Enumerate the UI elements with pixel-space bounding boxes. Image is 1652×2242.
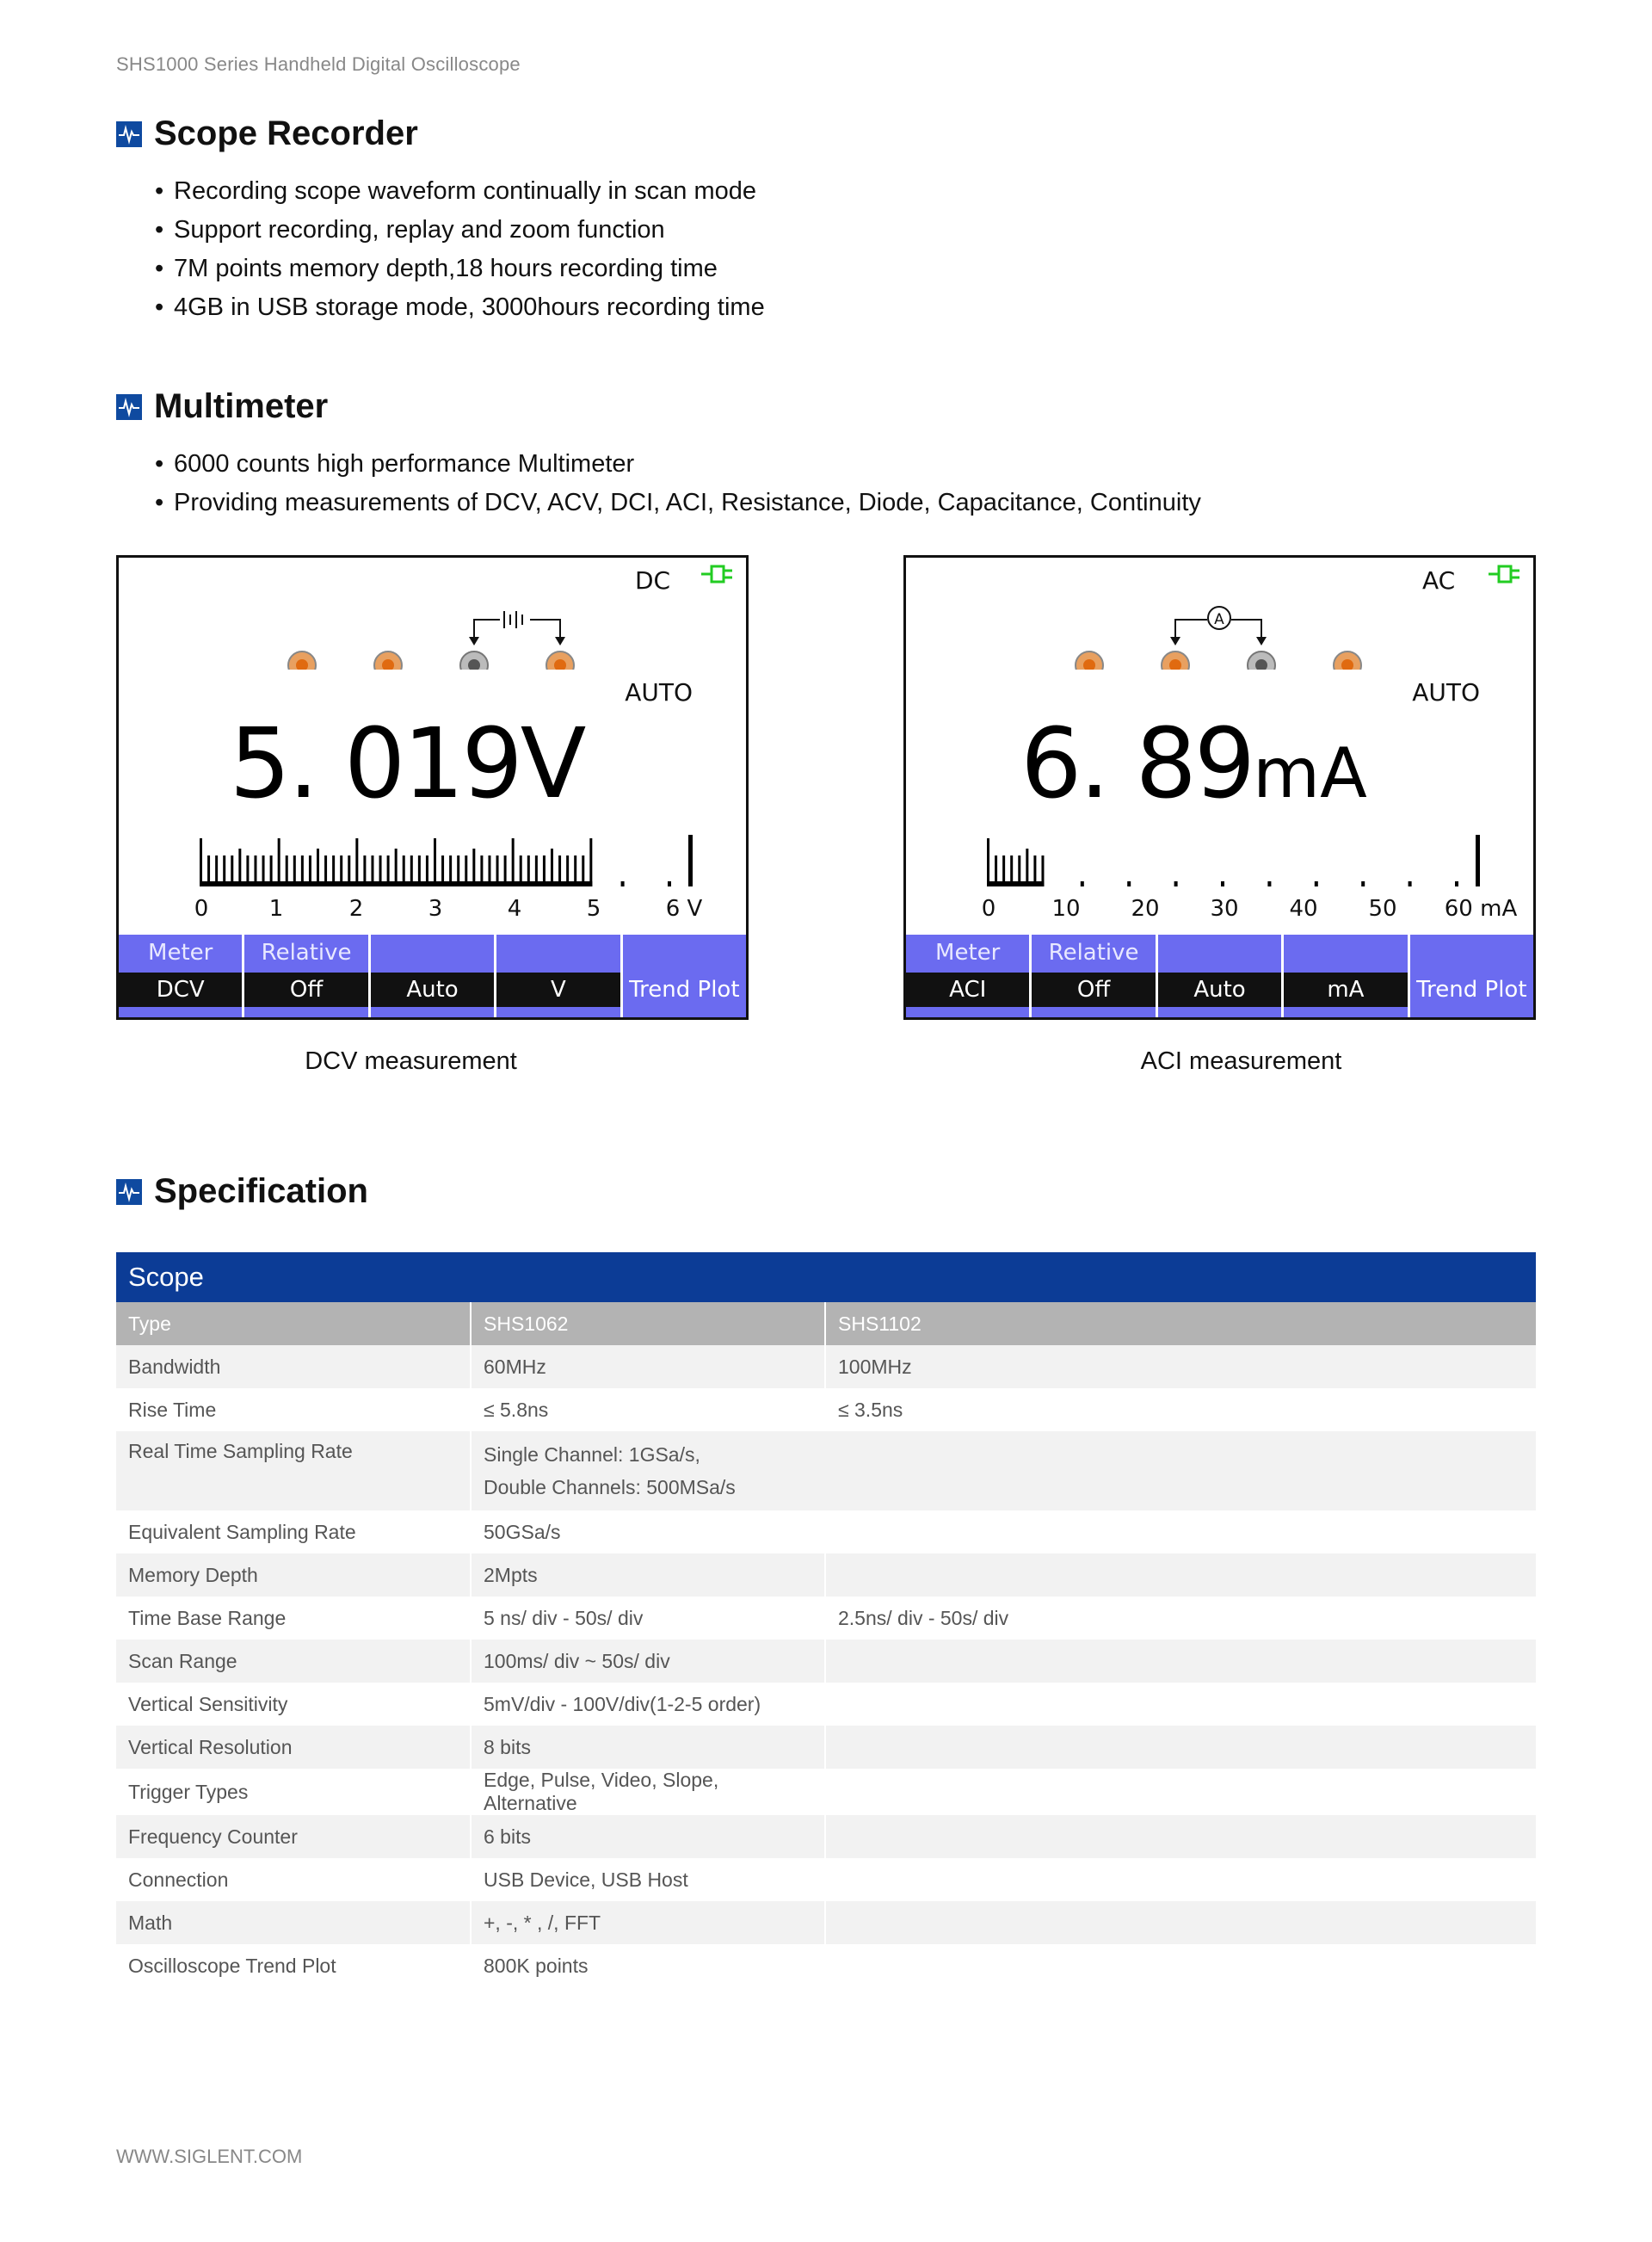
table-row xyxy=(116,1597,1536,1640)
softkey-unit[interactable] xyxy=(1284,935,1409,1017)
spec-table-title-row xyxy=(116,1252,1536,1302)
bar-dot xyxy=(668,881,671,886)
table-cell: Scan Range xyxy=(116,1640,471,1683)
table-cell: Edge, Pulse, Video, Slope, Alternative xyxy=(471,1769,825,1815)
softkey-unit[interactable] xyxy=(496,935,622,1017)
table-cell: USB Device, USB Host xyxy=(471,1858,825,1901)
list-item: • Support recording, replay and zoom function xyxy=(155,211,765,250)
softkey-value: ACI xyxy=(906,973,1029,1007)
bar-segment xyxy=(472,849,475,886)
table-row xyxy=(116,1726,1536,1769)
table-cell: 100ms/ div ~ 50s/ div xyxy=(471,1640,825,1683)
bar-graph-scale xyxy=(906,825,1536,893)
tick-label: 20 xyxy=(1131,896,1160,922)
terminal-icon xyxy=(288,652,316,670)
scale-tick-labels xyxy=(906,896,1533,925)
softkey-value: Auto xyxy=(1158,973,1281,1007)
table-cell: Connection xyxy=(116,1858,471,1901)
softkey-label: Meter xyxy=(935,940,1001,966)
page-header: SHS1000 Series Handheld Digital Oscilloscope xyxy=(116,53,521,75)
table-cell: Equivalent Sampling Rate xyxy=(116,1510,471,1553)
terminal-icon xyxy=(546,652,574,670)
table-cell xyxy=(825,1683,1536,1726)
terminal-icon xyxy=(1334,652,1361,670)
dcv-meter-screen xyxy=(116,555,749,1020)
bar-segment xyxy=(987,838,989,886)
table-cell: Time Base Range xyxy=(116,1597,471,1640)
list-item: • Recording scope waveform continually in scan mode xyxy=(155,172,765,211)
probe-connection-diagram xyxy=(906,584,1536,670)
meter-reading-unit: mA xyxy=(1253,733,1367,813)
terminal-icon xyxy=(460,652,488,670)
softkey-value: V xyxy=(496,973,620,1007)
bar-dot xyxy=(1361,881,1365,886)
table-cell: 6 bits xyxy=(471,1815,825,1858)
softkey-value: DCV xyxy=(119,973,242,1007)
table-cell: Vertical Sensitivity xyxy=(116,1683,471,1726)
table-cell xyxy=(825,1944,1536,1987)
softkey-value: Off xyxy=(244,973,367,1007)
scale-tick-labels xyxy=(119,896,746,925)
tick-label: 3 xyxy=(428,896,443,922)
bar-base xyxy=(987,881,1044,886)
table-cell xyxy=(825,1640,1536,1683)
table-row xyxy=(116,1769,1536,1815)
table-cell xyxy=(825,1815,1536,1858)
section-title-multimeter xyxy=(116,387,328,426)
multimeter-bullets xyxy=(155,445,1201,522)
table-row xyxy=(116,1901,1536,1944)
table-row xyxy=(116,1431,1536,1510)
bar-segment xyxy=(1026,849,1028,886)
bar-dot xyxy=(1267,881,1271,886)
bar-segment xyxy=(238,849,241,886)
bar-base xyxy=(200,881,592,886)
table-row xyxy=(116,1944,1536,1987)
table-cell xyxy=(825,1901,1536,1944)
table-cell: Frequency Counter xyxy=(116,1815,471,1858)
table-cell xyxy=(825,1510,1536,1553)
table-cell: Vertical Resolution xyxy=(116,1726,471,1769)
softkey-label: Meter xyxy=(148,940,213,966)
terminal-icon xyxy=(1162,652,1189,670)
table-row xyxy=(116,1553,1536,1597)
softkey-label: Relative xyxy=(1048,940,1139,966)
table-cell xyxy=(825,1769,1536,1815)
table-cell xyxy=(825,1553,1536,1597)
softkey-value: Trend Plot xyxy=(1416,977,1527,1003)
table-row xyxy=(116,1510,1536,1553)
tick-label: 40 xyxy=(1289,896,1318,922)
tick-label: 50 xyxy=(1368,896,1397,922)
tick-label: 30 xyxy=(1210,896,1239,922)
table-cell: 800K points xyxy=(471,1944,825,1987)
table-cell: 5 ns/ div - 50s/ div xyxy=(471,1597,825,1640)
column-header: SHS1062 xyxy=(471,1302,825,1345)
tick-label: 0 xyxy=(194,896,209,922)
tick-label: 1 xyxy=(268,896,284,922)
cell-line: Single Channel: 1GSa/s, xyxy=(484,1443,700,1466)
dcv-caption: DCV measurement xyxy=(305,1047,517,1075)
softkey-trend-plot[interactable] xyxy=(623,935,746,1017)
list-item: • 7M points memory depth,18 hours recording time xyxy=(155,250,765,288)
meter-reading: 5. 019V xyxy=(229,708,584,820)
bar-dot xyxy=(1315,881,1318,886)
coupling-mode-label: DC xyxy=(635,566,671,595)
bar-dot xyxy=(1221,881,1224,886)
meter-reading-value: 6. 89 xyxy=(1020,708,1254,820)
section-title-text: Scope Recorder xyxy=(154,114,418,152)
meter-reading xyxy=(906,708,1533,820)
spec-table-header-row xyxy=(116,1302,1536,1345)
table-cell: 100MHz xyxy=(825,1345,1536,1388)
bar-dot xyxy=(1455,881,1458,886)
softkey-range[interactable] xyxy=(371,935,496,1017)
table-cell: ≤ 3.5ns xyxy=(825,1388,1536,1431)
table-cell: +, -, * , /, FFT xyxy=(471,1901,825,1944)
softkey-bar xyxy=(906,935,1533,1017)
aci-caption: ACI measurement xyxy=(1140,1047,1342,1075)
table-cell: 60MHz xyxy=(471,1345,825,1388)
softkey-relative[interactable] xyxy=(244,935,370,1017)
column-header: Type xyxy=(116,1302,471,1345)
bar-segment xyxy=(434,838,436,886)
table-row xyxy=(116,1858,1536,1901)
page-footer: WWW.SIGLENT.COM xyxy=(116,2146,303,2167)
table-cell: 5mV/div - 100V/div(1-2-5 order) xyxy=(471,1683,825,1726)
bar-segment xyxy=(200,838,202,886)
table-row xyxy=(116,1640,1536,1683)
terminal-icon xyxy=(1076,652,1103,670)
table-cell: 2.5ns/ div - 50s/ div xyxy=(825,1597,1536,1640)
tick-label: 4 xyxy=(507,896,522,922)
softkey-bar xyxy=(119,935,746,1017)
spec-table-title: Scope xyxy=(116,1252,1536,1302)
table-cell: Math xyxy=(116,1901,471,1944)
tick-label: 2 xyxy=(348,896,364,922)
power-plug-icon xyxy=(700,563,736,585)
list-item: • 4GB in USB storage mode, 3000hours recording time xyxy=(155,288,765,327)
cell-line: Double Channels: 500MSa/s xyxy=(484,1476,736,1498)
scope-recorder-bullets xyxy=(155,172,765,327)
tick-label: 0 xyxy=(981,896,996,922)
range-auto-label: AUTO xyxy=(1412,678,1480,707)
softkey-range[interactable] xyxy=(1158,935,1284,1017)
section-title-scope-recorder xyxy=(116,114,418,153)
waveform-icon xyxy=(116,394,142,420)
softkey-meter[interactable] xyxy=(906,935,1032,1017)
table-cell xyxy=(825,1726,1536,1769)
bar-segment xyxy=(317,849,319,886)
column-header: SHS1102 xyxy=(825,1302,1536,1345)
softkey-relative[interactable] xyxy=(1032,935,1157,1017)
terminal-icon xyxy=(374,652,402,670)
table-cell: 50GSa/s xyxy=(471,1510,825,1553)
table-cell: 8 bits xyxy=(471,1726,825,1769)
table-row xyxy=(116,1815,1536,1858)
coupling-mode-label: AC xyxy=(1422,566,1456,595)
bar-segment xyxy=(589,838,592,886)
tick-label: 5 xyxy=(586,896,601,922)
table-cell: Bandwidth xyxy=(116,1345,471,1388)
table-cell: Trigger Types xyxy=(116,1769,471,1815)
bar-segment xyxy=(551,849,553,886)
softkey-value: Off xyxy=(1032,973,1155,1007)
section-title-text: Multimeter xyxy=(154,387,329,425)
bar-segment xyxy=(355,838,358,886)
aci-meter-screen xyxy=(903,555,1536,1020)
softkey-value: Auto xyxy=(371,973,494,1007)
table-cell xyxy=(825,1858,1536,1901)
table-cell: Memory Depth xyxy=(116,1553,471,1597)
table-row xyxy=(116,1683,1536,1726)
section-title-specification xyxy=(116,1172,368,1211)
table-cell: Oscilloscope Trend Plot xyxy=(116,1944,471,1987)
bar-dot xyxy=(1409,881,1412,886)
terminal-icon xyxy=(1248,652,1275,670)
svg-text:A: A xyxy=(1214,611,1224,628)
bar-dot xyxy=(1081,881,1084,886)
tick-label: 10 xyxy=(1051,896,1081,922)
tick-label: 6 V xyxy=(665,896,703,922)
table-cell: ≤ 5.8ns xyxy=(471,1388,825,1431)
softkey-value: Trend Plot xyxy=(629,977,740,1003)
bar-dot xyxy=(621,881,625,886)
table-row xyxy=(116,1388,1536,1431)
softkey-trend-plot[interactable] xyxy=(1410,935,1533,1017)
tick-label: 60 mA xyxy=(1444,896,1518,922)
power-plug-icon xyxy=(1487,563,1523,585)
waveform-icon xyxy=(116,1179,142,1205)
table-cell: Real Time Sampling Rate xyxy=(116,1431,471,1510)
list-item: • 6000 counts high performance Multimeter xyxy=(155,445,1201,484)
softkey-value: mA xyxy=(1284,973,1407,1007)
table-cell xyxy=(471,1431,1536,1510)
bar-end-marker xyxy=(1476,835,1480,886)
softkey-label: Relative xyxy=(261,940,352,966)
table-cell: Rise Time xyxy=(116,1388,471,1431)
bar-dot xyxy=(1174,881,1178,886)
spec-table xyxy=(116,1252,1536,1987)
bar-end-marker xyxy=(688,835,693,886)
waveform-icon xyxy=(116,121,142,147)
bar-graph-scale xyxy=(119,825,749,893)
range-auto-label: AUTO xyxy=(625,678,693,707)
bar-segment xyxy=(395,849,398,886)
probe-connection-diagram xyxy=(119,584,749,670)
section-title-text: Specification xyxy=(154,1172,368,1210)
softkey-meter[interactable] xyxy=(119,935,244,1017)
table-cell: 2Mpts xyxy=(471,1553,825,1597)
list-item: • Providing measurements of DCV, ACV, DCI, ACI, Resistance, Diode, Capacitance, Continuity xyxy=(155,484,1201,522)
bar-segment xyxy=(278,838,280,886)
table-row xyxy=(116,1345,1536,1388)
bar-dot xyxy=(1127,881,1131,886)
bar-segment xyxy=(512,838,515,886)
